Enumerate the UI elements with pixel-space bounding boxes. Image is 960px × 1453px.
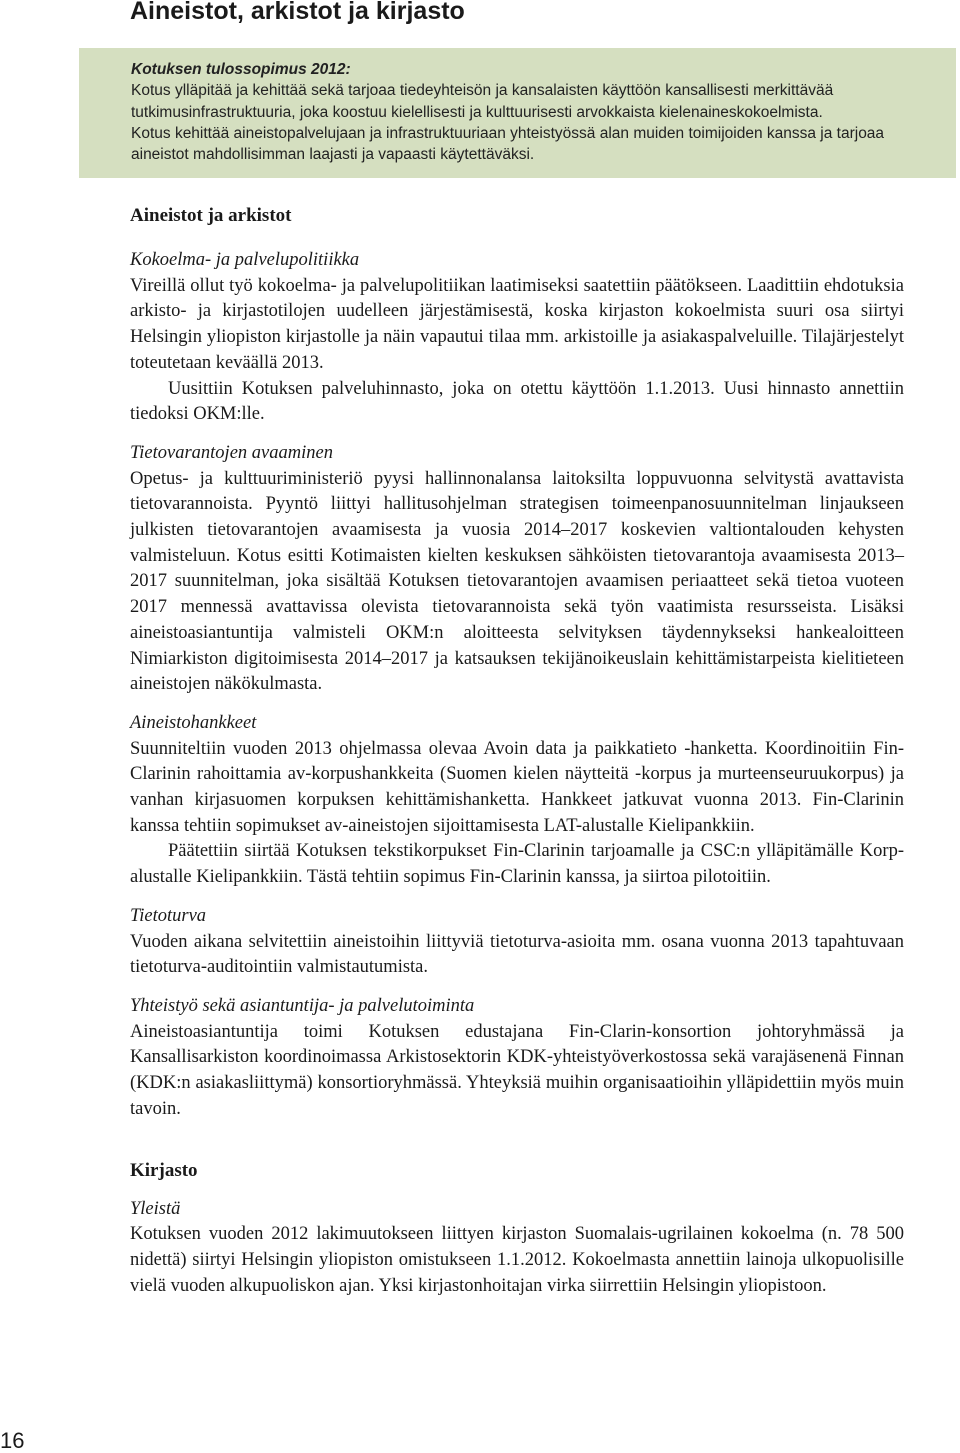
- info-box-title: Kotuksen tulossopimus 2012:: [131, 61, 351, 78]
- page-title: Aineistot, arkistot ja kirjasto: [130, 0, 465, 25]
- paragraph: Päätettiin siirtää Kotuksen tekstikorpukset Fin-Clarinin tarjoamalle ja CSC:n ylläpitämälle Korp-alustalle Kielipankkiin. Tästä tehtiin sopimus Fin-Clarinin kanssa, ja siirtoa pilotoitiin.: [130, 841, 904, 888]
- section-heading-aineistot: Aineistot ja arkistot: [130, 205, 292, 226]
- page-number: 16: [0, 1428, 25, 1453]
- paragraph: Opetus- ja kulttuuriministeriö pyysi hallinnonalansa laitoksilta loppuvuonna selvitystä avattavista tietovarannoista. Pyyntö liittyi hallitusohjelman strategisen toimeenpanosuunnitelman linjaukseen julkisten tietovarantojen avaamisesta ja vuosia 2014–2017 koskevien valtiontalouden kehysten valmisteluun. Kotus esitti Kotimaisten kielten keskuksen sähköisten tietovarantoja avaamisesta 2013–2017 suunnitelman, joka sisältää Kotuksen tietovarantojen avaamisen periaatteet sekä tietoa vuoteen 2017 mennessä avattavissa olevista tietovarannoista sekä työn vaatimista resursseista. Lisäksi aineistoasiantuntija valmisteli OKM:n aloitteesta selvityksen täydennykseksi hankealoitteen Nimiarkiston digitoimisesta 2014–2017 ja katsauksen tekijänoikeuslain kehittämistarpeista kielitieteen aineistojen näkökulmasta.: [130, 468, 904, 695]
- paragraph: Suunniteltiin vuoden 2013 ohjelmassa olevaa Avoin data ja paikkatieto -hanketta. Koordinoitiin Fin-Clarinin rahoittamia av-korpushankkeita (Suomen kielen näytteitä -korpus ja murteenseuruukorpus) ja vanhan kirjasuomen korpuksen kehittämishanketta. Hankkeet jatkuvat vuonna 2013. Fin-Clarinin kanssa tehtiin sopimukset av-aineistojen sijoittamisesta LAT-alustalle Kielipankkiin.: [130, 738, 904, 836]
- subheading-kokoelma: Kokoelma- ja palvelupolitiikka: [130, 250, 360, 270]
- info-box: [79, 48, 956, 178]
- paragraph: Uusittiin Kotuksen palveluhinnasto, joka on otettu käyttöön 1.1.2013. Uusi hinnasto annettiin tiedoksi OKM:lle.: [130, 378, 904, 425]
- subheading-yleista: Yleistä: [130, 1198, 181, 1219]
- paragraph: Vuoden aikana selvitettiin aineistoihin liittyviä tietoturva-asioita mm. osana vuonna 2013 tapahtuvaan tietoturva-auditointiin valmistautumista.: [130, 931, 904, 978]
- subheading-tietovarannot: Tietovarantojen avaaminen: [130, 442, 333, 463]
- subheading-yhteistyo: Yhteistyö sekä asiantuntija- ja palvelutoiminta: [130, 995, 475, 1016]
- section-heading-kirjasto: Kirjasto: [130, 1159, 198, 1181]
- main-content: [130, 203, 904, 1299]
- paragraph: Kotuksen vuoden 2012 lakimuutokseen liittyen kirjaston Suomalais-ugrilainen kokoelma (n. 78 500 nidettä) siirtyi Helsingin yliopiston omistukseen 1.1.2012. Kokoelmasta annettiin lainoja ulkopuolisille vielä vuoden alkupuoliskon ajan. Yksi kirjastonhoitajan virka siirrettiin Helsingin yliopistoon.: [130, 1224, 904, 1296]
- subheading-tietoturva: Tietoturva: [130, 905, 207, 926]
- info-box-text-1: Kotus ylläpitää ja kehittää sekä tarjoaa tiedeyhteisön ja kansalaisten käyttöön kansallisesti merkittävää tutkimusinfrastruktuuria, joka koostuu kielellisesti ja kulttuurisesti arvokkaista kielenaineskokoelmista.: [131, 82, 834, 121]
- paragraph: Vireillä ollut työ kokoelma- ja palvelupolitiikan laatimiseksi saatettiin päätökseen. Laadittiin ehdotuksia arkisto- ja kirjastotilojen uudelleen järjestämisestä, koska kirjaston kokoelmista suuri osa siirtyi Helsingin yliopiston kirjastolle ja näin vapautui tilaa mm. arkistoille ja asiakaspalveluille. Tilajärjestelyt toteutetaan keväällä 2013.: [130, 275, 904, 373]
- subheading-aineistohankkeet: Aineistohankkeet: [130, 712, 257, 733]
- paragraph: Aineistoasiantuntija toimi Kotuksen edustajana Fin-Clarin-konsortion johtoryhmässä ja Kansallisarkiston koordinoimassa Arkistosektorin KDK-yhteistyöverkostossa sekä varajäsenenä Finnan (KDK:n asiakasliittymä) konsortioryhmässä. Yhteyksiä muihin organisaatioihin ylläpidettiin myös muin tavoin.: [130, 1021, 904, 1119]
- info-box-text-2: Kotus kehittää aineistopalvelujaan ja infrastruktuuriaan yhteistyössä alan muiden toimijoiden kanssa ja tarjoaa aineistot mahdollisimman laajasti ja vapaasti käytettäväksi.: [131, 124, 885, 164]
